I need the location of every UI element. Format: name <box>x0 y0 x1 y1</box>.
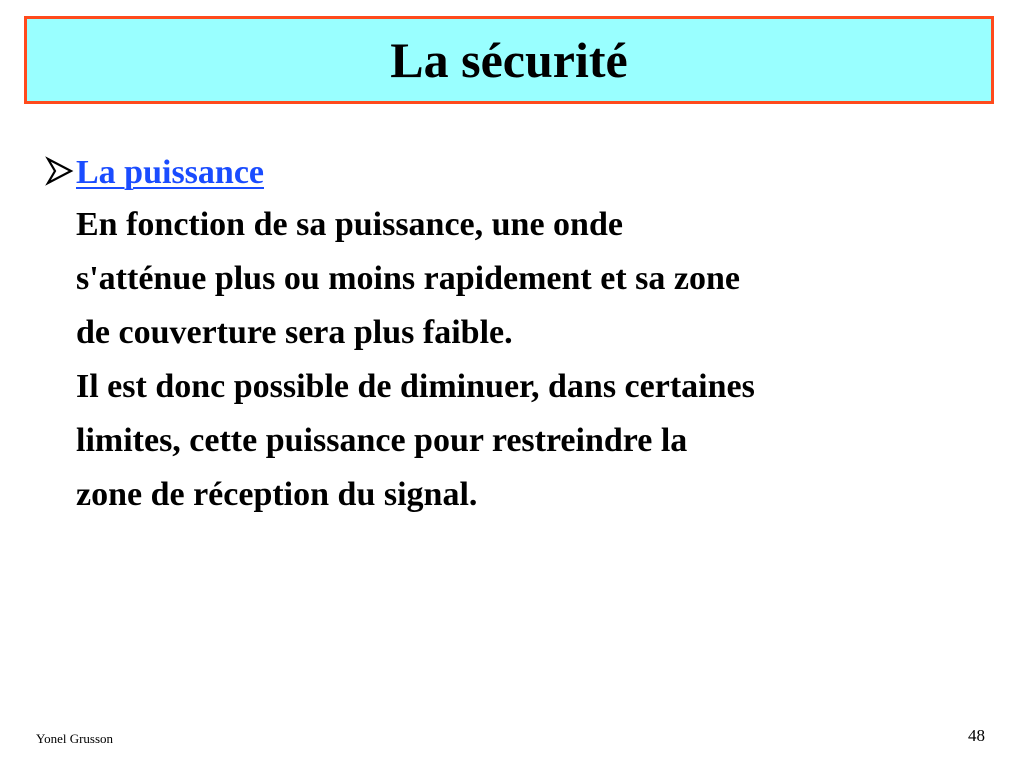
body-line: zone de réception du signal. <box>76 476 478 513</box>
body-line: s'atténue plus ou moins rapidement et sa zone <box>76 260 740 297</box>
footer-author: Yonel Grusson <box>36 731 114 746</box>
body-line: Il est donc possible de diminuer, dans certaines <box>76 368 755 405</box>
title-banner <box>24 16 994 104</box>
section-heading-link[interactable]: La puissance <box>76 154 264 191</box>
body-line: En fonction de sa puissance, une onde <box>76 206 623 243</box>
arrowhead-bullet-icon <box>44 156 74 186</box>
bullet-content <box>76 148 1006 522</box>
body-line: limites, cette puissance pour restreindre la <box>76 422 688 459</box>
page-number: 48 <box>968 726 985 745</box>
body-line: de couverture sera plus faible. <box>76 314 513 351</box>
slide-title: La sécurité <box>390 32 628 88</box>
